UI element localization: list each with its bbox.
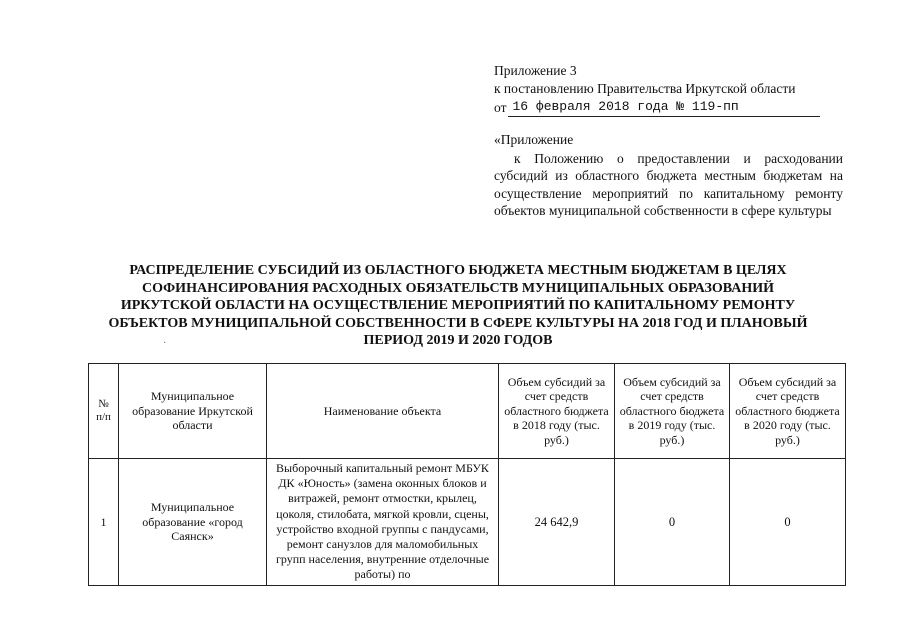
appendix-date-line [494,98,839,117]
header-2019: Объем субсидий за счет средств областного бюджета в 2019 году (тыс. руб.) [615,364,730,459]
cell-object: Выборочный капитальный ремонт МБУК ДК «Юность» (замена оконных блоков и витражей, ремонт отмостки, крылец, цоколя, стилобата, мягкой кровли, сцены, устройство входной группы с пандусами, ремонт санузлов для маломобильных групп населения, внутренние отделочные работы) по [267,459,499,586]
subsidy-table [88,363,846,586]
table-header-row [89,364,846,459]
appendix-number: Приложение 3 [494,63,577,78]
stray-mark: · [163,338,167,349]
table-row [89,459,846,586]
title-line: ПЕРИОД 2019 И 2020 ГОДОВ [363,333,553,348]
cell-municipality: Муниципальное образование «город Саянск» [119,459,267,586]
header-2020: Объем субсидий за счет средств областного бюджета в 2020 году (тыс. руб.) [730,364,846,459]
document-title [60,262,856,350]
regulation-heading: «Приложение [494,132,574,147]
resolution-date: 16 февраля 2018 года № 119-пп [508,98,820,117]
header-municipality: Муниципальное образование Иркутской области [119,364,267,459]
header-object: Наименование объекта [267,364,499,459]
cell-no: 1 [89,459,119,586]
cell-2018: 24 642,9 [499,459,615,586]
header-2018: Объем субсидий за счет средств областного бюджета в 2018 году (тыс. руб.) [499,364,615,459]
title-line: РАСПРЕДЕЛЕНИЕ СУБСИДИЙ ИЗ ОБЛАСТНОГО БЮДЖЕТА МЕСТНЫМ БЮДЖЕТАМ В ЦЕЛЯХ [129,263,787,278]
title-line: СОФИНАНСИРОВАНИЯ РАСХОДНЫХ ОБЯЗАТЕЛЬСТВ МУНИЦИПАЛЬНЫХ ОБРАЗОВАНИЙ [141,280,775,296]
cell-2020: 0 [730,459,846,586]
regulation-block [494,131,843,220]
title-line: ИРКУТСКОЙ ОБЛАСТИ НА ОСУЩЕСТВЛЕНИЕ МЕРОПРИЯТИЙ ПО КАПИТАЛЬНОМУ РЕМОНТУ [120,298,796,313]
title-line: ОБЪЕКТОВ МУНИЦИПАЛЬНОЙ СОБСТВЕННОСТИ В СФЕРЕ КУЛЬТУРЫ НА 2018 ГОД И ПЛАНОВЫЙ [108,315,808,331]
date-prefix: от [494,100,507,115]
appendix-resolution: к постановлению Правительства Иркутской области [494,81,796,96]
appendix-block [494,62,839,117]
header-no: № п/п [89,364,119,459]
cell-2019: 0 [615,459,730,586]
regulation-body: к Положению о предоставлении и расходовании субсидий из областного бюджета местным бюджетам на осуществление мероприятий по капитальному ремонту объектов муниципальной собственности в сфере культуры [494,150,843,219]
